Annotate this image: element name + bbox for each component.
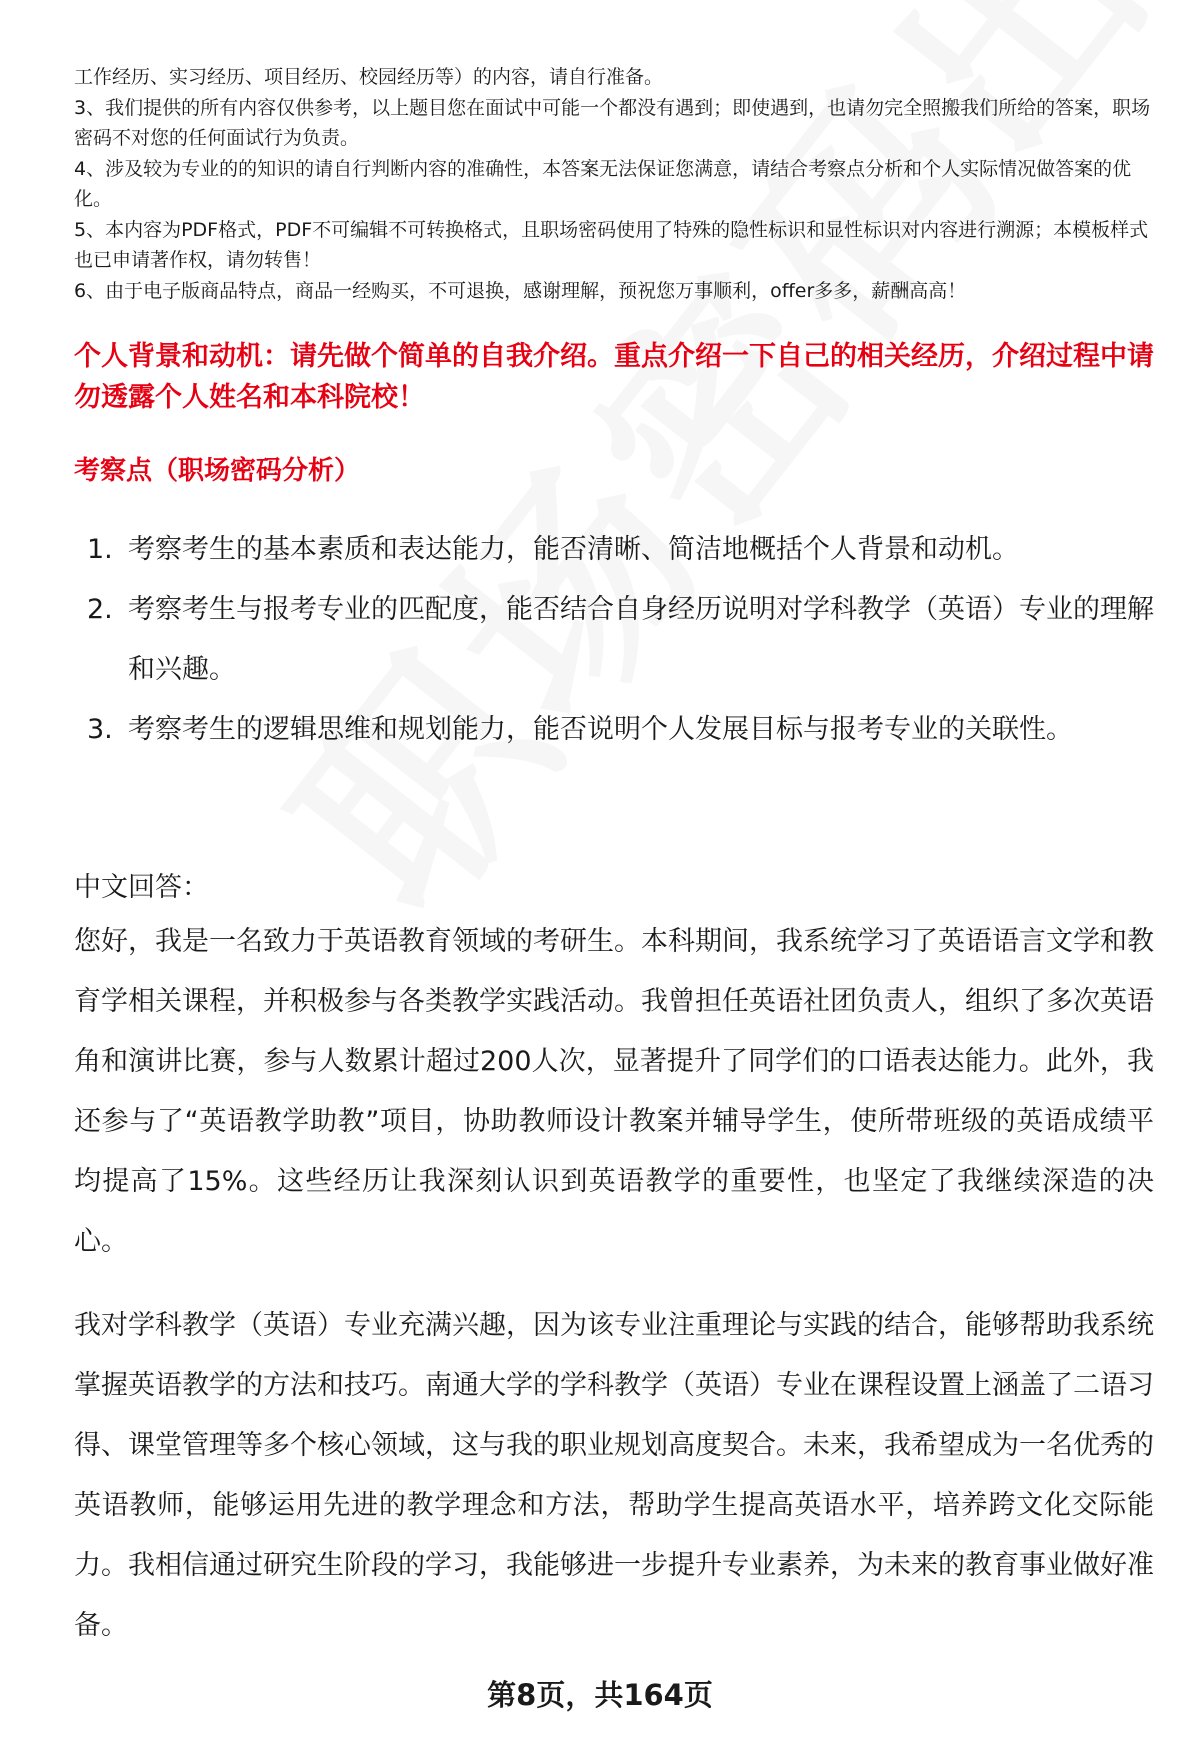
notes-block [74, 62, 1154, 306]
list-item [74, 580, 1154, 700]
note-line: 工作经历、实习经历、项目经历、校园经历等）的内容，请自行准备。 [74, 66, 664, 88]
answer-paragraph: 我对学科教学（英语）专业充满兴趣，因为该专业注重理论与实践的结合，能够帮助我系统掌握英语教学的方法和技巧。南通大学的学科教学（英语）专业在课程设置上涵盖了二语习得、课堂管理等多个核心领域，这与我的职业规划高度契合。未来，我希望成为一名优秀的英语教师，能够运用先进的教学理念和方法，帮助学生提高英语水平，培养跨文化交际能力。我相信通过研究生阶段的学习，我能够进一步提升专业素养，为未来的教育事业做好准备。 [74, 1310, 1154, 1641]
list-item [74, 520, 1154, 580]
note-line: 4、涉及较为专业的的知识的请自行判断内容的准确性，本答案无法保证您满意，请结合考察点分析和个人实际情况做答案的优化。 [74, 157, 1132, 210]
page-number: 第8页，共164页 [487, 1678, 713, 1712]
list-item-text: 考察考生的基本素质和表达能力，能否清晰、简洁地概括个人背景和动机。 [128, 534, 1019, 565]
answer-label: 中文回答： [74, 872, 209, 903]
note-line: 6、由于电子版商品特点，商品一经购买，不可退换，感谢理解，预祝您万事顺利，offer多多，薪酬高高！ [74, 279, 967, 302]
list-item-text: 考察考生与报考专业的匹配度，能否结合自身经历说明对学科教学（英语）专业的理解和兴趣。 [128, 594, 1154, 685]
note-line: 3、我们提供的所有内容仅供参考，以上题目您在面试中可能一个都没有遇到；即使遇到，也请勿完全照搬我们所给的答案，职场密码不对您的任何面试行为负责。 [74, 96, 1151, 149]
list-number: 1. [87, 534, 113, 565]
note-line: 5、本内容为PDF格式，PDF不可编辑不可转换格式，且职场密码使用了特殊的隐性标识和显性标识对内容进行溯源；本模板样式也已申请著作权，请勿转售！ [74, 218, 1149, 271]
list-item-text: 考察考生的逻辑思维和规划能力，能否说明个人发展目标与报考专业的关联性。 [128, 714, 1073, 745]
list-number: 3. [87, 714, 113, 745]
assessment-points-list [74, 520, 1154, 760]
question-heading: 个人背景和动机：请先做个简单的自我介绍。重点介绍一下自己的相关经历，介绍过程中请勿透露个人姓名和本科院校！ [74, 341, 1154, 413]
list-number: 2. [87, 594, 113, 625]
answer-paragraph: 您好，我是一名致力于英语教育领域的考研生。本科期间，我系统学习了英语语言文学和教育学相关课程，并积极参与各类教学实践活动。我曾担任英语社团负责人，组织了多次英语角和演讲比赛，参与人数累计超过200人次，显著提升了同学们的口语表达能力。此外，我还参与了“英语教学助教”项目，协助教师设计教案并辅导学生，使所带班级的英语成绩平均提高了15%。这些经历让我深刻认识到英语教学的重要性，也坚定了我继续深造的决心。 [74, 926, 1154, 1257]
list-item [74, 700, 1154, 760]
section-title: 考察点（职场密码分析） [74, 456, 361, 486]
